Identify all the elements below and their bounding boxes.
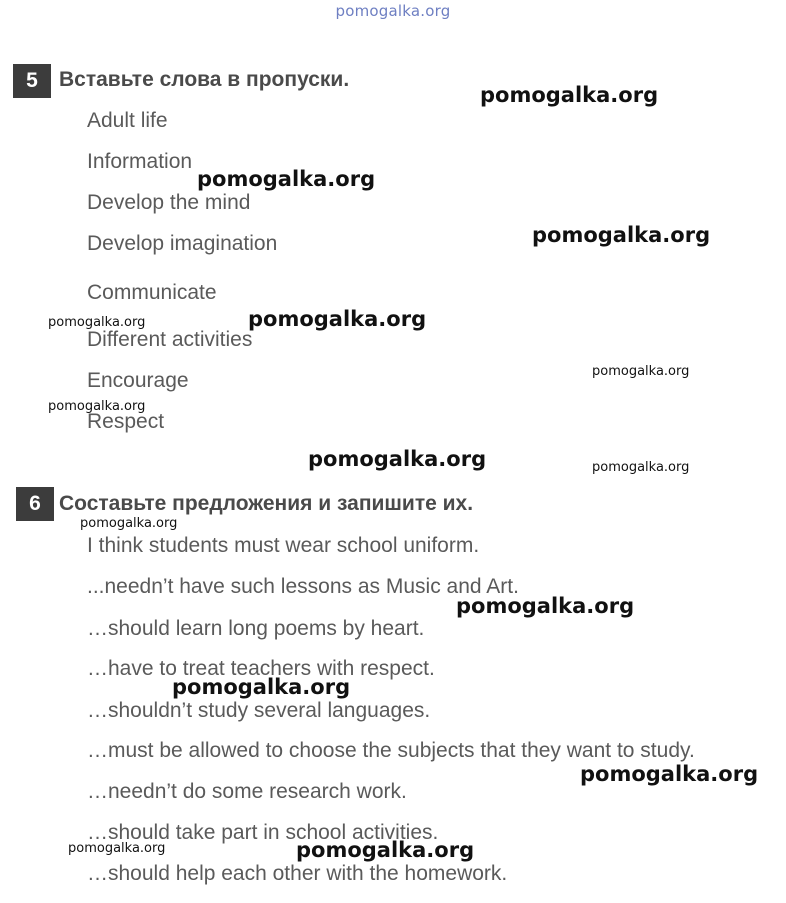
exercise-5-item: Communicate <box>87 281 217 304</box>
watermark: pomogalka.org <box>48 315 146 330</box>
watermark: pomogalka.org <box>580 762 759 786</box>
exercise-6-item: …needn’t do some research work. <box>87 780 407 803</box>
watermark: pomogalka.org <box>308 447 487 471</box>
exercise-5-item: Different activities <box>87 328 253 351</box>
watermark: pomogalka.org <box>592 364 690 379</box>
exercise-5-item: Encourage <box>87 369 189 392</box>
exercise-6-item: I think students must wear school uniform. <box>87 534 480 557</box>
watermark: pomogalka.org <box>296 838 475 862</box>
exercise-5-item: Adult life <box>87 109 168 132</box>
exercise-6-item: …have to treat teachers with respect. <box>87 657 435 680</box>
exercise-5-item: Develop the mind <box>87 191 251 214</box>
exercise-6-number: 6 <box>16 487 54 521</box>
watermark: pomogalka.org <box>532 223 711 247</box>
exercise-5-number: 5 <box>13 64 51 98</box>
watermark: pomogalka.org <box>592 460 690 475</box>
watermark: pomogalka.org <box>480 83 659 107</box>
exercise-6-item: …should take part in school activities. <box>87 821 439 844</box>
top-watermark: pomogalka.org <box>335 2 451 20</box>
watermark: pomogalka.org <box>48 399 146 414</box>
exercise-5-item: Develop imagination <box>87 232 278 255</box>
watermark: pomogalka.org <box>68 841 166 856</box>
watermark: pomogalka.org <box>80 516 178 531</box>
exercise-6-item: …should help each other with the homework. <box>87 862 508 885</box>
watermark: pomogalka.org <box>197 167 376 191</box>
exercise-6-item: …shouldn’t study several languages. <box>87 699 431 722</box>
watermark: pomogalka.org <box>248 307 427 331</box>
exercise-6-item: …should learn long poems by heart. <box>87 617 425 640</box>
exercise-5-item: Respect <box>87 410 165 433</box>
exercise-6-title: Составьте предложения и запишите их. <box>59 492 474 515</box>
watermark: pomogalka.org <box>172 675 351 699</box>
exercise-6-item: ...needn’t have such lessons as Music and Art. <box>87 575 519 598</box>
exercise-5-item: Information <box>87 150 193 173</box>
exercise-5-title: Вставьте слова в пропуски. <box>59 68 350 91</box>
watermark: pomogalka.org <box>456 594 635 618</box>
exercise-6-item: …must be allowed to choose the subjects that they want to study. <box>87 739 695 762</box>
